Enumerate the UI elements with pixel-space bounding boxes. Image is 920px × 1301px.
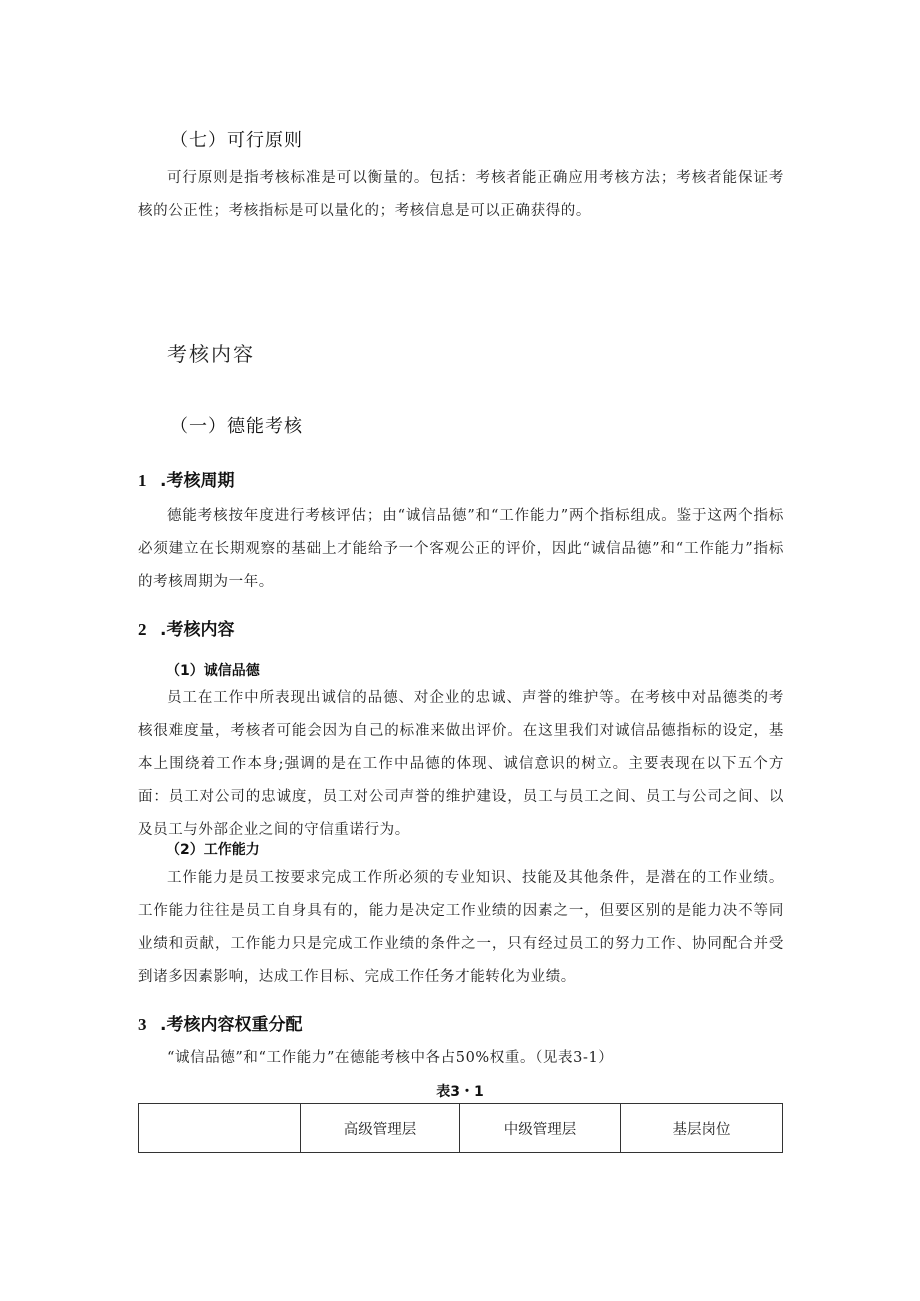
table-header-row (139, 1104, 783, 1153)
item-number: 2 (138, 620, 147, 639)
weight-table (138, 1103, 783, 1153)
item-number: 3 (138, 1015, 147, 1034)
section-heading-feasibility: （七）可行原则 (170, 130, 303, 151)
item-title: .考核周期 (160, 471, 235, 491)
section-heading-moral-ability: （一）德能考核 (170, 416, 303, 437)
table-header-cell-senior: 高级管理层 (301, 1104, 460, 1153)
item-title: .考核内容权重分配 (160, 1015, 303, 1035)
paragraph-cycle: 德能考核按年度进行考核评估；由“诚信品德”和“工作能力”两个指标组成。鉴于这两个指标必须建立在长期观察的基础上才能给予一个客观公正的评价，因此“诚信品德”和“工作能力”指标的考核周期为一年。 (138, 508, 784, 590)
table-header-cell-empty (139, 1104, 301, 1153)
paragraph-integrity: 员工在工作中所表现出诚信的品德、对企业的忠诚、声誉的维护等。在考核中对品德类的考核很难度量，考核者可能会因为自己的标准来做出评价。在这里我们对诚信品德指标的设定，基本上围绕着工作本身;强调的是在工作中品德的体现、诚信意识的树立。主要表现在以下五个方面：员工对公司的忠诚度，员工对公司声誉的维护建设，员工与员工之间、员工与公司之间、以及员工与外部企业之间的守信重诺行为。 (138, 690, 784, 838)
item-number: 1 (138, 471, 147, 490)
table-header-cell-middle: 中级管理层 (460, 1104, 621, 1153)
paragraph-weight: “诚信品德”和“工作能力”在德能考核中各占50%权重。（见表3-1） (167, 1050, 614, 1066)
subheading-integrity: （1）诚信品德 (166, 663, 260, 679)
chapter-heading-content: 考核内容 (167, 342, 255, 366)
subheading-work-ability: （2）工作能力 (166, 842, 260, 858)
paragraph-feasibility: 可行原则是指考核标准是可以衡量的。包括：考核者能正确应用考核方法；考核者能保证考核的公正性；考核指标是可以量化的；考核信息是可以正确获得的。 (138, 170, 784, 219)
item-heading-weight (138, 1010, 302, 1035)
paragraph-work-ability: 工作能力是员工按要求完成工作所必须的专业知识、技能及其他条件，是潜在的工作业绩。工作能力往往是员工自身具有的，能力是决定工作业绩的因素之一，但要区别的是能力决不等同业绩和贡献，工作能力只是完成工作业绩的条件之一，只有经过员工的努力工作、协同配合并受到诸多因素影响，达成工作目标、完成工作任务才能转化为业绩。 (138, 870, 784, 985)
table-header-cell-basic: 基层岗位 (621, 1104, 783, 1153)
item-heading-content (138, 615, 234, 640)
item-heading-cycle (138, 466, 234, 491)
item-title: .考核内容 (160, 620, 235, 640)
table-caption: 表3・1 (436, 1084, 484, 1100)
